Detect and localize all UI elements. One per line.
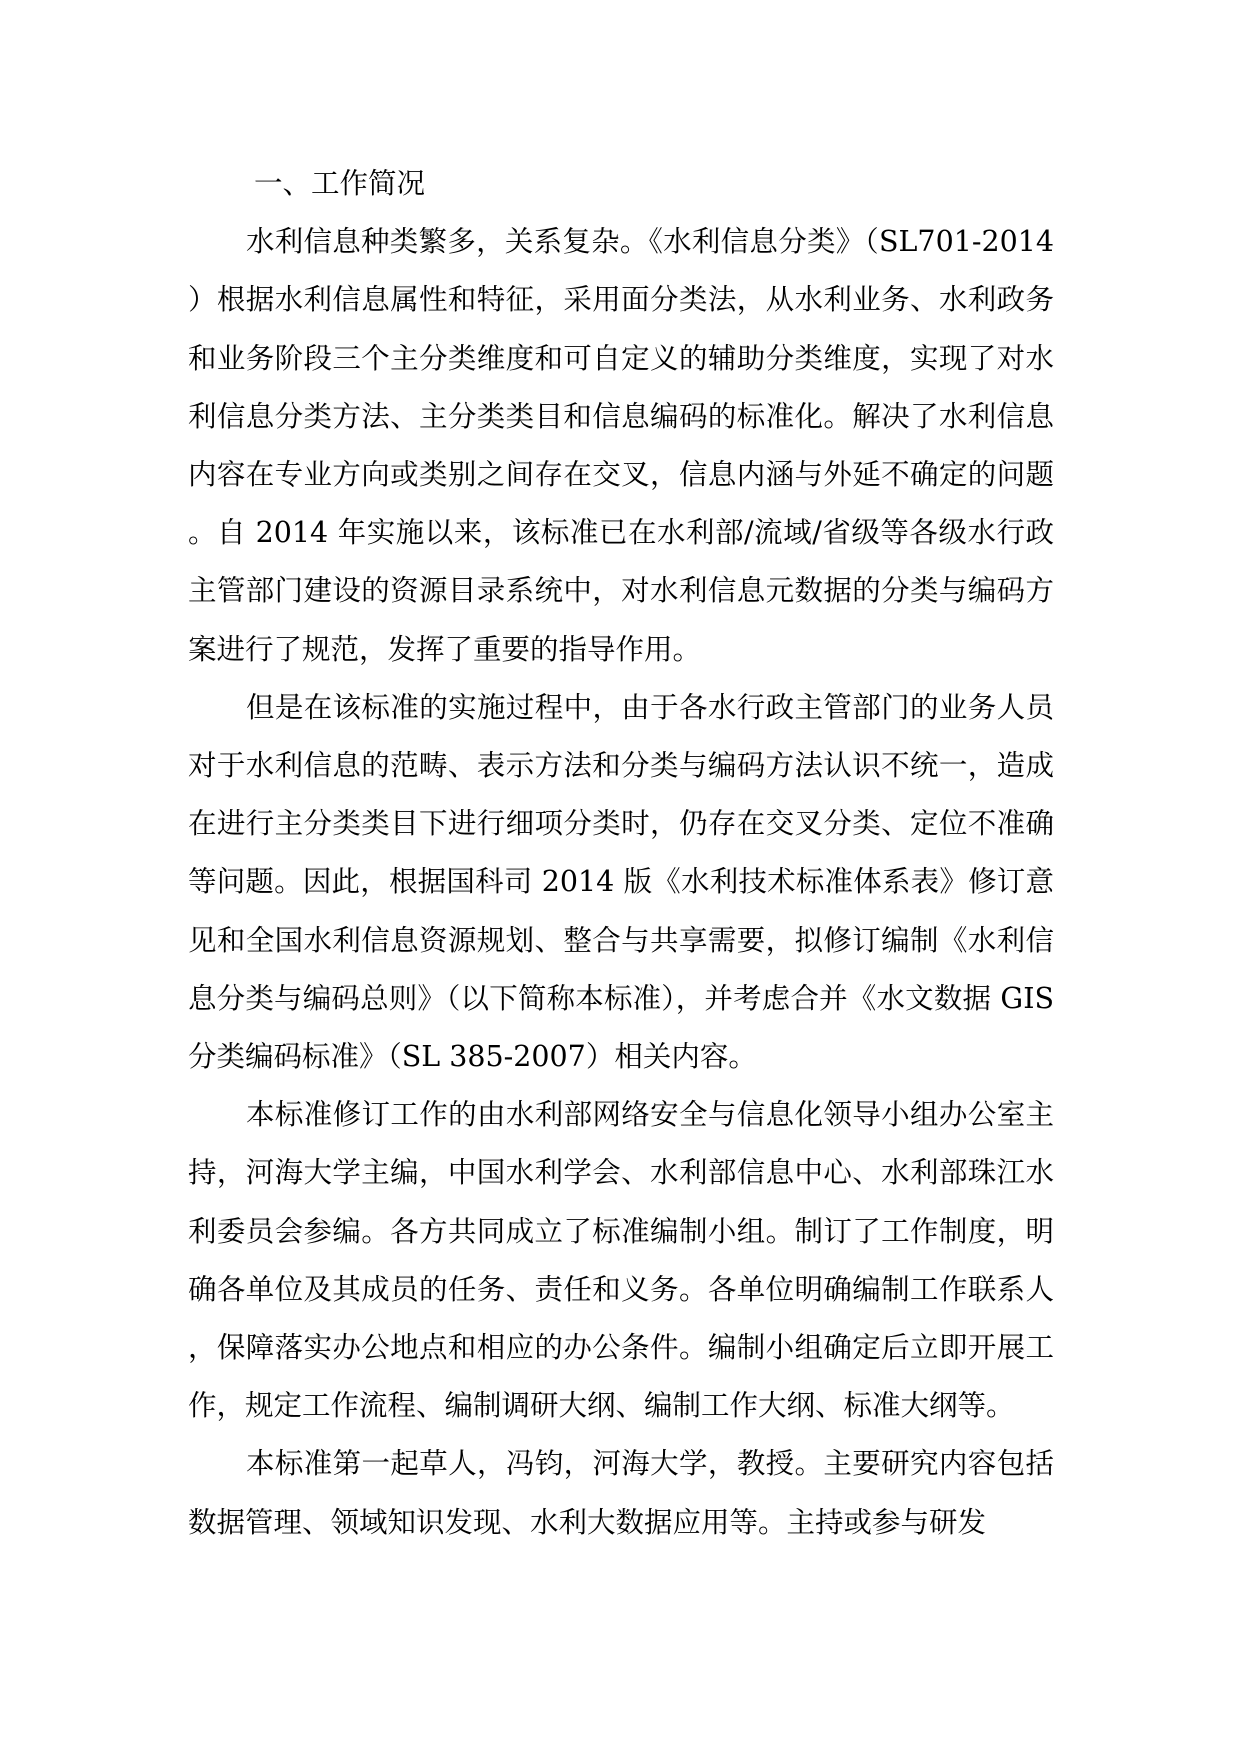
- document-body: [188, 155, 1054, 1552]
- paragraph-drafter: 本标准第一起草人，冯钧，河海大学，教授。主要研究内容包括数据管理、领域知识发现、水利大数据应用等。主持或参与研发: [188, 1447, 1054, 1539]
- paragraph-revision-reason: 但是在该标准的实施过程中，由于各水行政主管部门的业务人员对于水利信息的范畴、表示方法和分类与编码方法认识不统一，造成在进行主分类类目下进行细项分类时，仍存在交叉分类、定位不准确等问题。因此，根据国科司 2014 版《水利技术标准体系表》修订意见和全国水利信息资源规划、整合与共享需要，拟修订编制《水利信息分类与编码总则》（以下简称本标准），并考虑合并《水文数据 GIS 分类编码标准》（SL 385-2007）相关内容。: [188, 690, 1054, 1074]
- paragraph-overview: 水利信息种类繁多，关系复杂。《水利信息分类》（SL701-2014）根据水利信息属性和特征，采用面分类法，从水利业务、水利政务和业务阶段三个主分类维度和可自定义的辅助分类维度，实现了对水利信息分类方法、主分类类目和信息编码的标准化。解决了水利信息内容在专业方向或类别之间存在交叉，信息内涵与外延不确定的问题。自 2014 年实施以来，该标准已在水利部/流域/省级等各级水行政主管部门建设的资源目录系统中，对水利信息元数据的分类与编码方案进行了规范，发挥了重要的指导作用。: [188, 225, 1054, 666]
- section-heading: 一、工作简况: [254, 167, 426, 200]
- paragraph-organization: 本标准修订工作的由水利部网络安全与信息化领导小组办公室主持，河海大学主编，中国水利学会、水利部信息中心、水利部珠江水利委员会参编。各方共同成立了标准编制小组。制订了工作制度，明确各单位及其成员的任务、责任和义务。各单位明确编制工作联系人，保障落实办公地点和相应的办公条件。编制小组确定后立即开展工作，规定工作流程、编制调研大纲、编制工作大纲、标准大纲等。: [188, 1098, 1054, 1423]
